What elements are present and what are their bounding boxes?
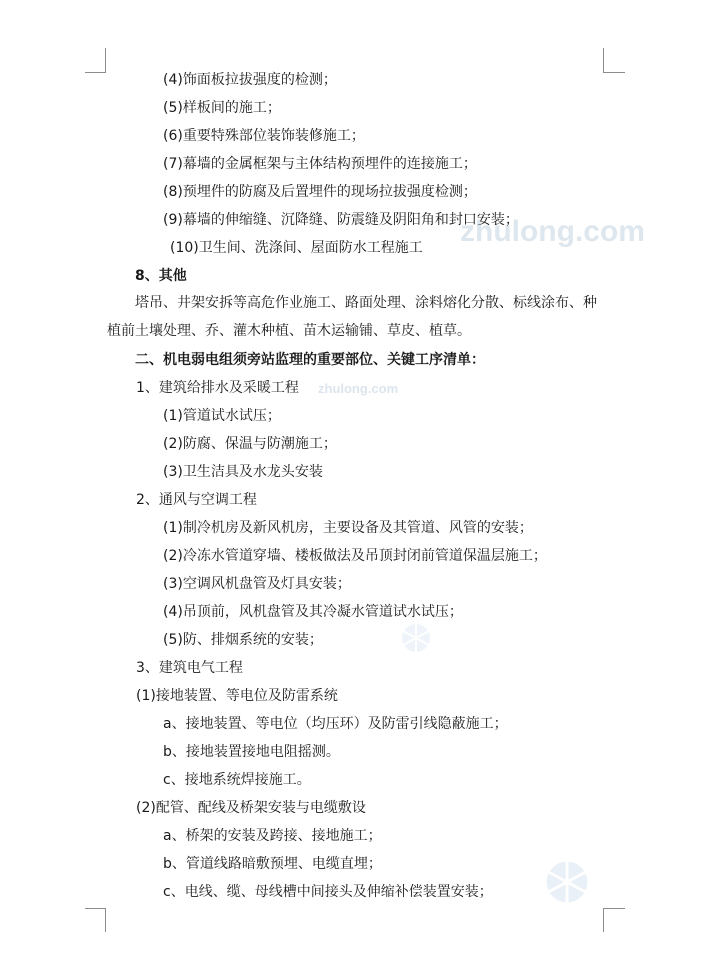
- list-item: c、电线、缆、母线槽中间接头及伸缩补偿装置安装；: [163, 884, 493, 900]
- group-title: 3、建筑电气工程: [136, 660, 243, 676]
- list-item: a、桥架的安装及跨接、接地施工；: [163, 828, 382, 844]
- list-item: (4)吊顶前，风机盘管及其冷凝水管道试水试压；: [163, 604, 463, 620]
- watermark-text-small: zhulong.com: [318, 381, 399, 396]
- section-heading: 8、其他: [135, 268, 187, 284]
- crop-mark-top-left: [105, 48, 106, 73]
- list-item: (10)卫生间、洗涤间、屋面防水工程施工: [170, 240, 423, 256]
- crop-mark-bottom-left: [105, 908, 106, 932]
- list-item: (9)幕墙的伸缩缝、沉降缝、防震缝及阴阳角和封口安装；: [163, 212, 519, 228]
- section-heading: 二、机电弱电组须旁站监理的重要部位、关键工序清单：: [135, 352, 485, 368]
- list-item: (2)防腐、保温与防潮施工；: [163, 436, 337, 452]
- snowflake-logo-icon: [392, 618, 440, 658]
- list-item: b、接地装置接地电阻摇测。: [163, 744, 340, 760]
- list-item: (5)样板间的施工；: [163, 100, 281, 116]
- list-item: (1)管道试水试压；: [163, 408, 281, 424]
- list-item: (1)制冷机房及新风机房，主要设备及其管道、风管的安装；: [163, 520, 533, 536]
- section-paragraph: 塔吊、井架安拆等高危作业施工、路面处理、涂料熔化分散、标线涂布、种植前土壤处理、乔、灌木种植、苗木运输铺、草皮、植草。: [107, 295, 597, 339]
- list-item: b、管道线路暗敷预埋、电缆直埋；: [163, 856, 382, 872]
- list-item: (7)幕墙的金属框架与主体结构预埋件的连接施工；: [163, 156, 477, 172]
- watermark-text: zhulong.com: [460, 215, 645, 248]
- list-item: (3)卫生洁具及水龙头安装: [163, 464, 323, 480]
- crop-mark-top-right: [603, 48, 604, 73]
- list-item: (8)预埋件的防腐及后置埋件的现场拉拔强度检测；: [163, 184, 477, 200]
- list-item: (3)空调风机盘管及灯具安装；: [163, 576, 351, 592]
- list-item: (2)冷冻水管道穿墙、楼板做法及吊顶封闭前管道保温层施工；: [163, 548, 547, 564]
- list-item: (6)重要特殊部位装饰装修施工；: [163, 128, 365, 144]
- group-title: 1、建筑给排水及采暖工程: [136, 380, 299, 396]
- list-item: a、接地装置、等电位（均压环）及防雷引线隐蔽施工；: [163, 716, 508, 732]
- crop-mark-top-left: [85, 72, 106, 73]
- list-item: (5)防、排烟系统的安装；: [163, 632, 323, 648]
- crop-mark-bottom-right: [603, 908, 604, 932]
- group-title: 2、通风与空调工程: [136, 492, 257, 508]
- subgroup-title: (2)配管、配线及桥架安装与电缆敷设: [136, 800, 366, 816]
- subgroup-title: (1)接地装置、等电位及防雷系统: [136, 688, 338, 704]
- list-item: (4)饰面板拉拔强度的检测；: [163, 72, 337, 88]
- crop-mark-bottom-right: [603, 908, 625, 909]
- crop-mark-top-right: [603, 72, 625, 73]
- crop-mark-bottom-left: [85, 908, 106, 909]
- snowflake-logo-icon: [532, 852, 602, 912]
- list-item: c、接地系统焊接施工。: [163, 772, 311, 788]
